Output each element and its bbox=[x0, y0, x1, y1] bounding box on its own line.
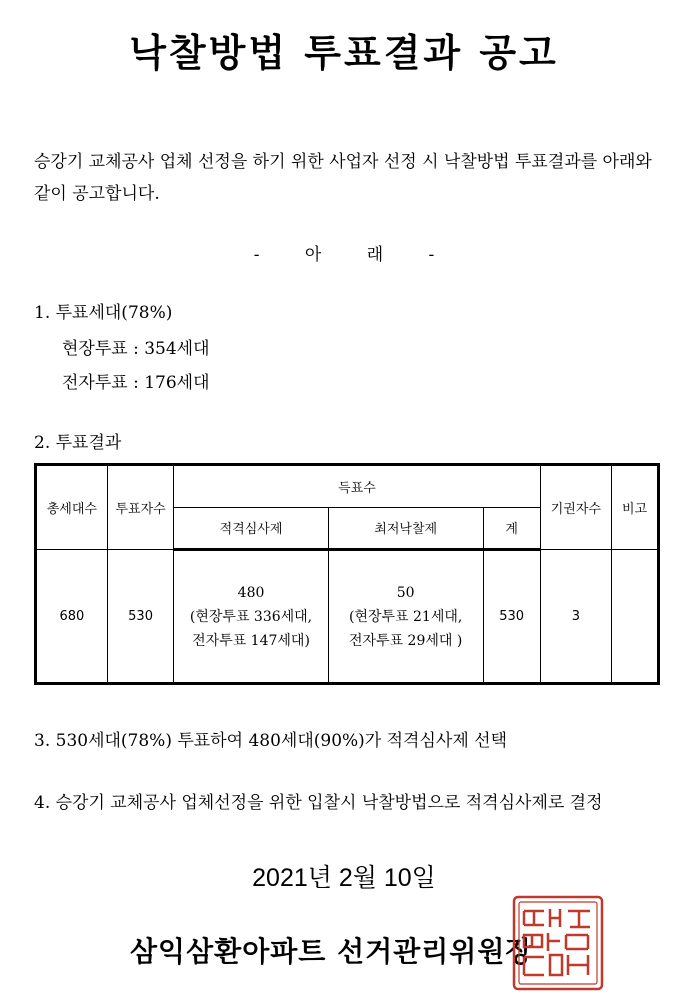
cell-qualification bbox=[174, 550, 328, 684]
header-sum: 계 bbox=[483, 507, 540, 550]
cell-voters: 530 bbox=[107, 550, 174, 684]
section1-heading: 1. 투표세대(78%) bbox=[34, 303, 173, 323]
intro-paragraph: 승강기 교체공사 업체 선정을 하기 위한 사업자 선정 시 낙찰방법 투표결과를 아래와 같이 공고합니다. bbox=[34, 152, 652, 204]
header-qualification: 적격심사제 bbox=[174, 507, 328, 550]
header-note: 비고 bbox=[612, 465, 659, 550]
below-heading: - 아 래 - bbox=[253, 245, 435, 265]
section2-heading: 2. 투표결과 bbox=[34, 433, 122, 453]
lowest-electronic: 전자투표 29세대 ) bbox=[349, 632, 463, 649]
lowest-onsite: (현장투표 21세대, bbox=[349, 608, 463, 625]
qualification-electronic: 전자투표 147세대) bbox=[192, 632, 310, 649]
announcement-date: 2021년 2월 10일 bbox=[252, 864, 436, 892]
qualification-onsite: (현장투표 336세대, bbox=[189, 608, 313, 625]
cell-sum: 530 bbox=[483, 550, 540, 684]
lowest-total: 50 bbox=[396, 584, 415, 601]
document-title: 낙찰방법 투표결과 공고 bbox=[129, 30, 559, 75]
onsite-votes: 현장투표 : 354세대 bbox=[62, 339, 210, 359]
header-votes: 득표수 bbox=[174, 465, 540, 508]
cell-lowest-bid bbox=[328, 550, 483, 684]
section4-text: 4. 승강기 교체공사 업체선정을 위한 입찰시 낙찰방법으로 적격심사제로 결정 bbox=[34, 793, 603, 813]
header-abstain: 기권자수 bbox=[540, 465, 612, 550]
electronic-votes: 전자투표 : 176세대 bbox=[62, 373, 210, 393]
qualification-total: 480 bbox=[237, 584, 265, 601]
cell-total-households: 680 bbox=[36, 550, 108, 684]
signer-name: 삼익삼환아파트 선거관리위원장 bbox=[130, 935, 534, 968]
cell-note bbox=[612, 550, 659, 684]
header-voters: 투표자수 bbox=[107, 465, 174, 550]
section3-text: 3. 530세대(78%) 투표하여 480세대(90%)가 적격심사제 선택 bbox=[34, 731, 507, 751]
header-lowest-bid: 최저낙찰제 bbox=[328, 507, 483, 550]
vote-result-table bbox=[34, 463, 660, 685]
cell-abstain: 3 bbox=[540, 550, 612, 684]
header-total-households: 총세대수 bbox=[36, 465, 108, 550]
official-seal-icon bbox=[510, 893, 606, 993]
